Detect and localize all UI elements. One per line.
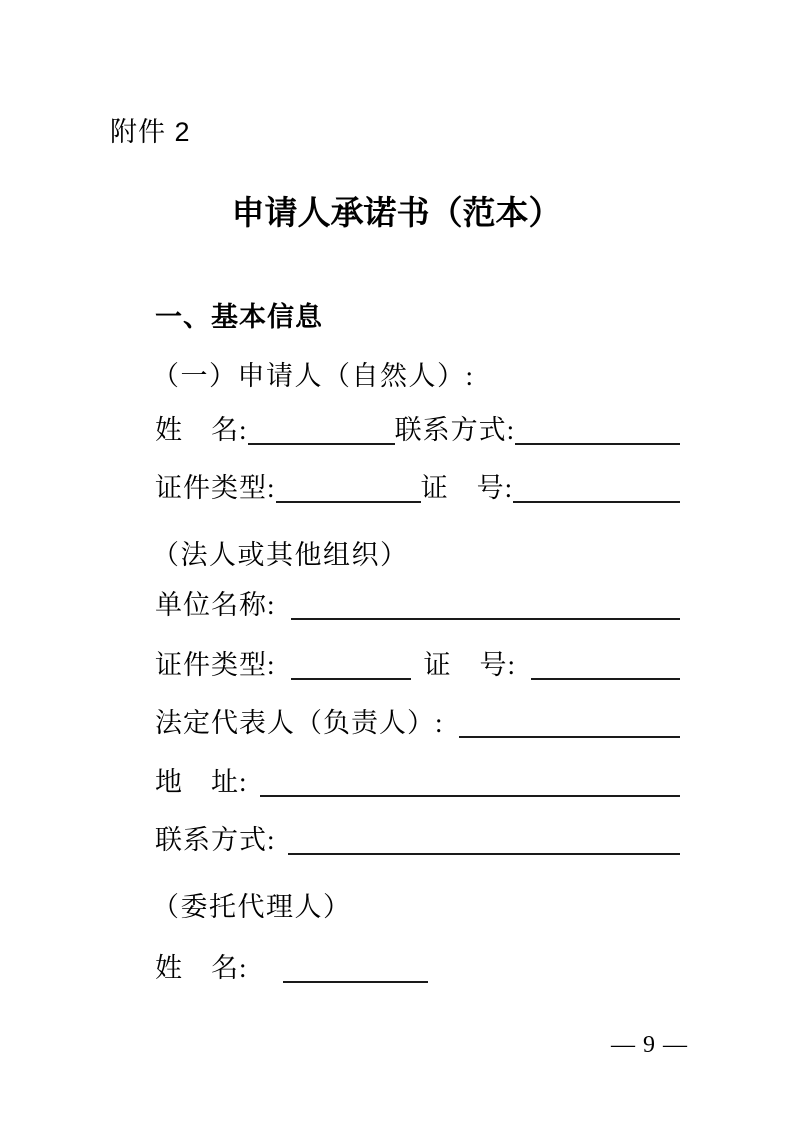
natural-contact-blank-line	[515, 415, 680, 445]
org-cert-type-blank-line	[291, 650, 411, 680]
form-row-natural-name-contact	[155, 415, 680, 445]
attachment-label: 附件 2	[110, 117, 191, 147]
natural-contact-label: 联系方式:	[394, 415, 516, 445]
natural-cert-no-label: 证 号:	[420, 473, 514, 503]
gap	[248, 796, 260, 797]
group-label-organization: （法人或其他组织）	[152, 540, 409, 570]
org-contact-label: 联系方式:	[155, 825, 276, 855]
natural-name-label: 姓 名:	[155, 415, 248, 445]
gap	[276, 679, 291, 680]
form-row-org-legal-rep	[155, 708, 680, 738]
form-row-org-unit-name	[155, 590, 680, 620]
gap	[248, 982, 283, 983]
org-address-blank-line	[260, 767, 680, 797]
natural-name-blank-line	[248, 415, 395, 445]
form-row-org-address	[155, 767, 680, 797]
gap	[411, 679, 424, 680]
agent-name-blank-line	[283, 953, 428, 983]
subsection-heading-natural-person: （一）申请人（自然人）:	[152, 361, 475, 391]
natural-cert-no-blank-line	[513, 473, 680, 503]
document-title: 申请人承诺书（范本）	[231, 196, 562, 232]
gap	[516, 679, 531, 680]
org-legal-rep-blank-line	[459, 708, 680, 738]
org-cert-no-blank-line	[531, 650, 680, 680]
org-cert-no-label: 证 号:	[423, 650, 517, 680]
natural-cert-type-blank-line	[276, 473, 421, 503]
group-label-agent: （委托代理人）	[152, 892, 352, 922]
gap	[276, 619, 291, 620]
form-row-org-cert	[155, 650, 680, 680]
org-unit-name-label: 单位名称:	[155, 590, 276, 620]
natural-cert-type-label: 证件类型:	[155, 473, 276, 503]
gap	[444, 737, 459, 738]
section-heading-basic-info: 一、基本信息	[155, 302, 323, 332]
org-legal-rep-label: 法定代表人（负责人）:	[155, 708, 444, 738]
org-contact-blank-line	[288, 825, 680, 855]
form-row-org-contact	[155, 825, 680, 855]
gap	[276, 854, 288, 855]
org-unit-name-blank-line	[291, 590, 680, 620]
agent-name-label: 姓 名:	[155, 953, 248, 983]
page-number: — 9 —	[611, 1032, 688, 1058]
org-address-label: 地 址:	[155, 767, 248, 797]
form-row-natural-cert	[155, 473, 680, 503]
form-row-agent-name	[155, 953, 680, 983]
org-cert-type-label: 证件类型:	[155, 650, 276, 680]
